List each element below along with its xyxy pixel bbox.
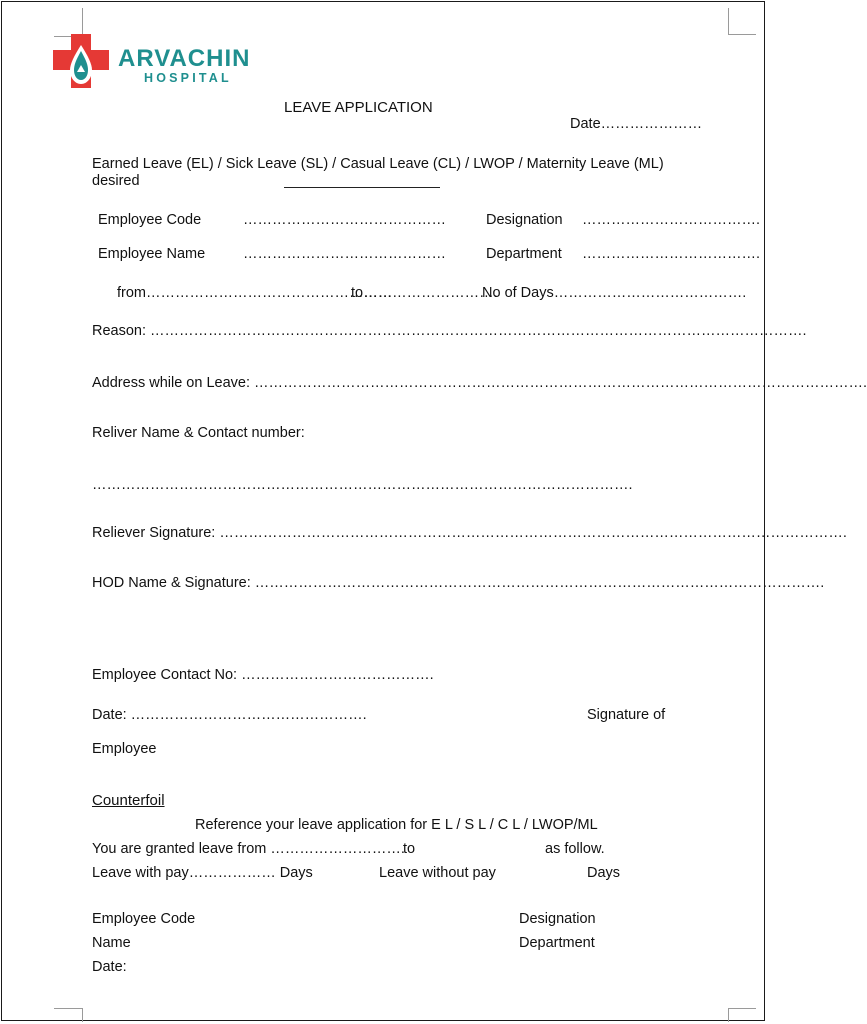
crop-mark-bottom-left [82, 1008, 83, 1022]
counterfoil-name: Name [92, 935, 131, 951]
from-field[interactable]: from…………………………………………… [117, 285, 393, 301]
employee-code-label: Employee Code [98, 212, 202, 228]
crop-mark-top-right [728, 8, 729, 34]
crop-mark-top-right-h [728, 34, 756, 35]
designation-label: Designation [486, 212, 563, 228]
crop-mark-bottom-left-h [54, 1008, 82, 1009]
reliever-blank[interactable]: …………………………………………………………………………………………………. [92, 477, 633, 493]
employee-name-blank[interactable]: …………………………………… [243, 246, 446, 262]
department-blank[interactable]: ………………………………. [582, 246, 761, 262]
crop-mark-bottom-right [728, 1008, 729, 1022]
counterfoil-date: Date: [92, 959, 127, 975]
brand-name: ARVACHIN [118, 45, 251, 72]
date-field: Date………………… [570, 116, 703, 132]
counterfoil-designation: Designation [519, 911, 596, 927]
hospital-cross-logo-icon [53, 34, 109, 88]
reason-field[interactable]: Reason: ………………………………………………………………………………………………………………………. [92, 323, 807, 339]
address-field[interactable]: Address while on Leave: ………………………………………………………………………………………………………………. [92, 375, 867, 391]
as-follow-label: as follow. [545, 841, 605, 857]
department-label: Department [486, 246, 562, 262]
counterfoil-employee-code: Employee Code [92, 911, 196, 927]
form-title: LEAVE APPLICATION [284, 99, 433, 116]
desired-label: desired [92, 173, 140, 189]
employee-name-label: Employee Name [98, 246, 206, 262]
reliever-label: Reliver Name & Contact number: [92, 425, 305, 441]
employee-code-blank[interactable]: …………………………………… [243, 212, 446, 228]
hod-signature-field[interactable]: HOD Name & Signature: ………………………………………………………………………………………………………. [92, 575, 825, 591]
leave-without-pay-label: Leave without pay [379, 865, 496, 881]
crop-mark-bottom-right-h [728, 1008, 756, 1009]
counterfoil-department: Department [519, 935, 595, 951]
date-bottom-field[interactable]: Date: …………………………………………. [92, 707, 367, 723]
days-label: Days [587, 865, 621, 881]
leave-types-line: Earned Leave (EL) / Sick Leave (SL) / Casual Leave (CL) / LWOP / Maternity Leave (ML) [92, 156, 664, 172]
leave-with-pay-field[interactable]: Leave with pay……………… Days [92, 865, 313, 881]
desired-underline [284, 187, 440, 188]
no-of-days-field[interactable]: No of Days…………………………………. [482, 285, 747, 301]
to-field[interactable]: to………………………. [351, 285, 498, 301]
brand-subtitle: HOSPITAL [144, 71, 232, 85]
designation-blank[interactable]: ………………………………. [582, 212, 761, 228]
counterfoil-reference: Reference your leave application for E L / S L / C L / LWOP/ML [195, 817, 598, 833]
employee-contact-field[interactable]: Employee Contact No: …………………………………. [92, 667, 434, 683]
counterfoil-heading: Counterfoil [92, 792, 165, 809]
granted-from-field[interactable]: You are granted leave from ………………………. [92, 841, 405, 857]
granted-to-label: to [403, 841, 416, 857]
signature-of-label: Signature of [587, 707, 666, 723]
employee-label: Employee [92, 741, 157, 757]
reliever-signature-field[interactable]: Reliever Signature: …………………………………………………………………………………………………………………. [92, 525, 847, 541]
crop-mark-top-left [82, 8, 83, 36]
